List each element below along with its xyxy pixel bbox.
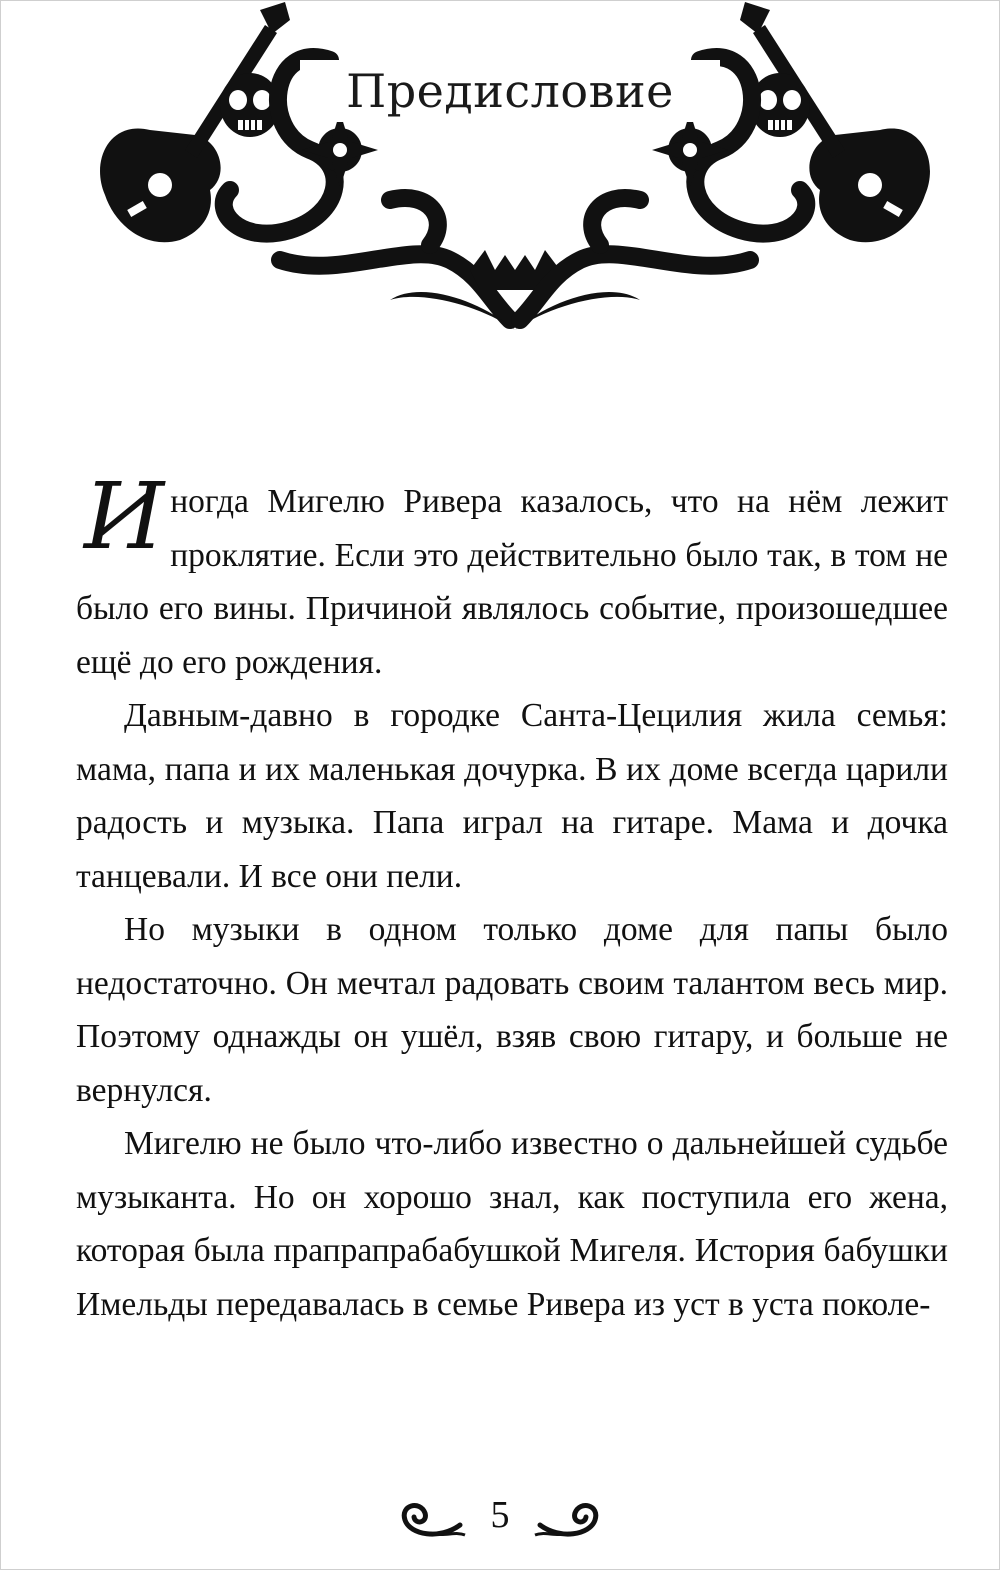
paragraph-text: ногда Мигелю Ривера казалось, что на нём лежит проклятие. Если это действительно было так, в том не было его вины. Причиной являлось событие, произошедшее ещё до его рождения.	[76, 483, 948, 681]
page-number: 5	[490, 1494, 510, 1536]
header-ornament	[90, 0, 940, 340]
body-text	[76, 463, 948, 1331]
right-swirl-icon	[530, 1495, 610, 1545]
drop-cap: И	[84, 463, 165, 570]
chapter-title: Предисловие	[300, 60, 720, 122]
left-flower-icon	[302, 112, 378, 188]
paragraph	[76, 463, 948, 689]
paragraph: Давным-давно в городке Санта-Цецилия жила семья: мама, папа и их маленькая дочурка. В их доме всегда царили радость и музыка. Папа играл на гитаре. Мама и дочка танцевали. И все они пели.	[76, 697, 948, 895]
page-footer	[380, 1485, 620, 1555]
paragraph: Но музыки в одном только доме для папы было недостаточно. Он мечтал радовать своим талантом весь мир. Поэтому однажды он ушёл, взяв свою гитару, и больше не вернулся.	[76, 911, 948, 1109]
paragraph: Мигелю не было что-либо известно о дальнейшей судьбе музыканта. Но он хорошо знал, как поступила его жена, которая была прапрапрабабушкой Мигеля. История бабушки Имельды передавалась в семье Ривера из уст в уста поколе-	[76, 1125, 948, 1323]
right-flower-icon	[652, 112, 728, 188]
